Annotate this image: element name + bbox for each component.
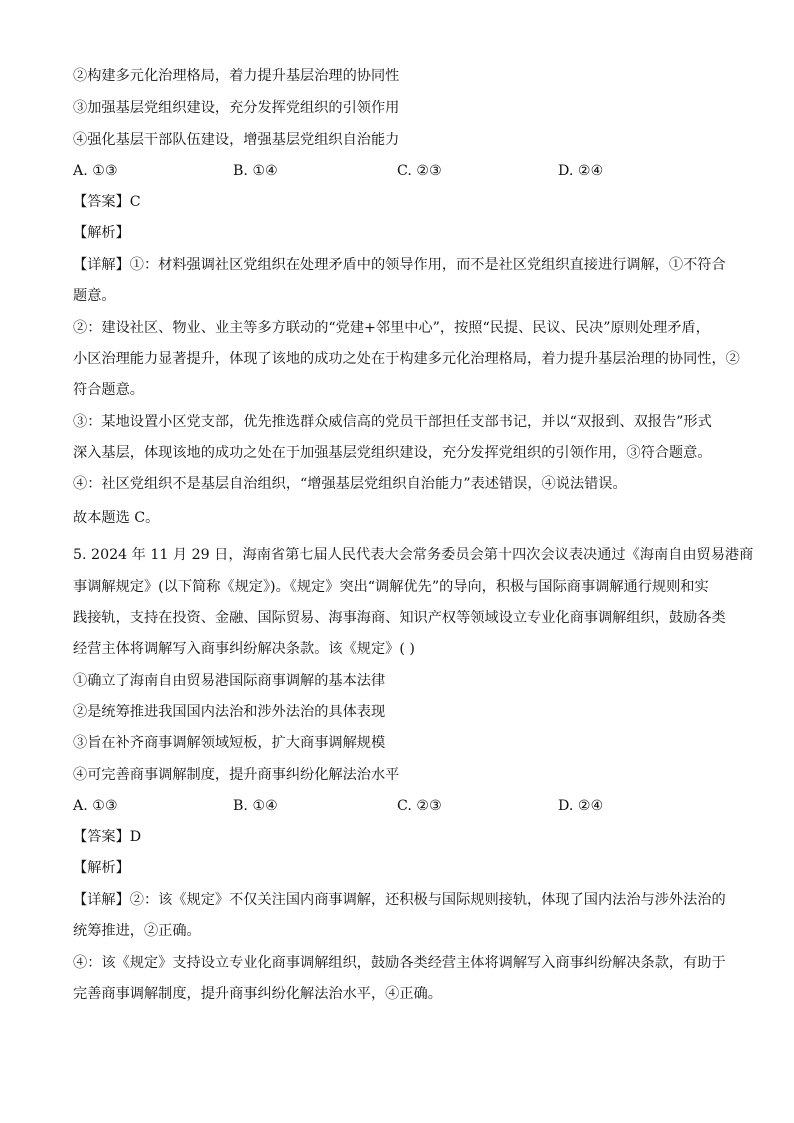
- q5-option-d: D. ②④: [558, 798, 604, 814]
- q5-option-a: A. ①③: [73, 798, 118, 814]
- q4-item-3: ③加强基层党组织建设，充分发挥党组织的引领作用: [73, 100, 400, 116]
- q4-answer-tag: 【答案】: [73, 194, 130, 210]
- q4-detail-line: 深入基层，体现该地的成功之处在于加强基层党组织建设，充分发挥党组织的引领作用，③符合题意。: [73, 445, 712, 461]
- q5-answer-tag: 【答案】: [73, 829, 130, 845]
- q5-item-3: ③旨在补齐商事调解领域短板，扩大商事调解规模: [73, 735, 386, 751]
- q5-analysis-tag: 【解析】: [73, 860, 130, 876]
- q4-analysis-tag: 【解析】: [73, 225, 130, 241]
- q4-detail-line: ④：社区党组织不是基层自治组织，“增强基层党组织自治能力”表述错误，④说法错误。: [73, 476, 627, 492]
- q4-detail-line: ②：建设社区、物业、业主等多方联动的“党建+邻里中心”，按照“民提、民议、民决”原则处理矛盾，: [73, 320, 710, 336]
- q5-stem-line: 事调解规定》(以下简称《规定》)。《规定》突出“调解优先”的导向，积极与国际商事调解通行规则和实: [73, 579, 709, 595]
- q5-answer-value: D: [129, 829, 142, 845]
- q4-option-b: B. ①④: [233, 163, 278, 179]
- q5-stem-line: 践接轨，支持在投资、金融、国际贸易、海事海商、知识产权等领域设立专业化商事调解组织，鼓励各类: [73, 610, 726, 626]
- q4-detail-line: 题意。: [73, 288, 116, 304]
- q4-detail-line: ③：某地设置小区党支部，优先推选群众威信高的党员干部担任支部书记，并以“双报到、双报告”形式: [73, 414, 712, 430]
- q5-stem-line: 经营主体将调解写入商事纠纷解决条款。该《规定》( ): [73, 641, 415, 657]
- q4-answer-value: C: [129, 194, 141, 210]
- q5-detail-line: 统筹推进，②正确。: [73, 923, 201, 939]
- q4-item-4: ④强化基层干部队伍建设，增强基层党组织自治能力: [73, 132, 400, 148]
- q4-conclusion: 故本题选 C。: [73, 510, 160, 526]
- q5-detail-line: 完善商事调解制度，提升商事纠纷化解法治水平，④正确。: [73, 986, 442, 1002]
- q5-option-c: C. ②③: [397, 798, 442, 814]
- q5-stem-line: 5. 2024 年 11 月 29 日，海南省第七届人民代表大会常务委员会第十四次会议表决通过《海南自由贸易港商: [73, 547, 754, 563]
- q4-detail-line: 小区治理能力显著提升，体现了该地的成功之处在于构建多元化治理格局，着力提升基层治理的协同性，②: [73, 351, 740, 367]
- q5-detail-line: 【详解】②：该《规定》不仅关注国内商事调解，还积极与国际规则接轨，体现了国内法治与涉外法治的: [73, 892, 726, 908]
- q5-detail-line: ④：该《规定》支持设立专业化商事调解组织，鼓励各类经营主体将调解写入商事纠纷解决条款，有助于: [73, 955, 726, 971]
- q4-option-c: C. ②③: [397, 163, 442, 179]
- q5-item-2: ②是统筹推进我国国内法治和涉外法治的具体表现: [73, 704, 386, 720]
- q5-item-1: ①确立了海南自由贸易港国际商事调解的基本法律: [73, 673, 386, 689]
- q4-option-d: D. ②④: [558, 163, 604, 179]
- q4-item-2: ②构建多元化治理格局，着力提升基层治理的协同性: [73, 68, 400, 84]
- q4-detail-line: 符合题意。: [73, 382, 144, 398]
- q4-answer-line: [73, 192, 723, 212]
- q4-option-a: A. ①③: [73, 163, 118, 179]
- q4-detail-line: 【详解】①：材料强调社区党组织在处理矛盾中的领导作用，而不是社区党组织直接进行调解，①不符合: [73, 257, 726, 273]
- q5-item-4: ④可完善商事调解制度，提升商事纠纷化解法治水平: [73, 767, 400, 783]
- q5-option-b: B. ①④: [233, 798, 278, 814]
- q5-answer-line: [73, 827, 723, 847]
